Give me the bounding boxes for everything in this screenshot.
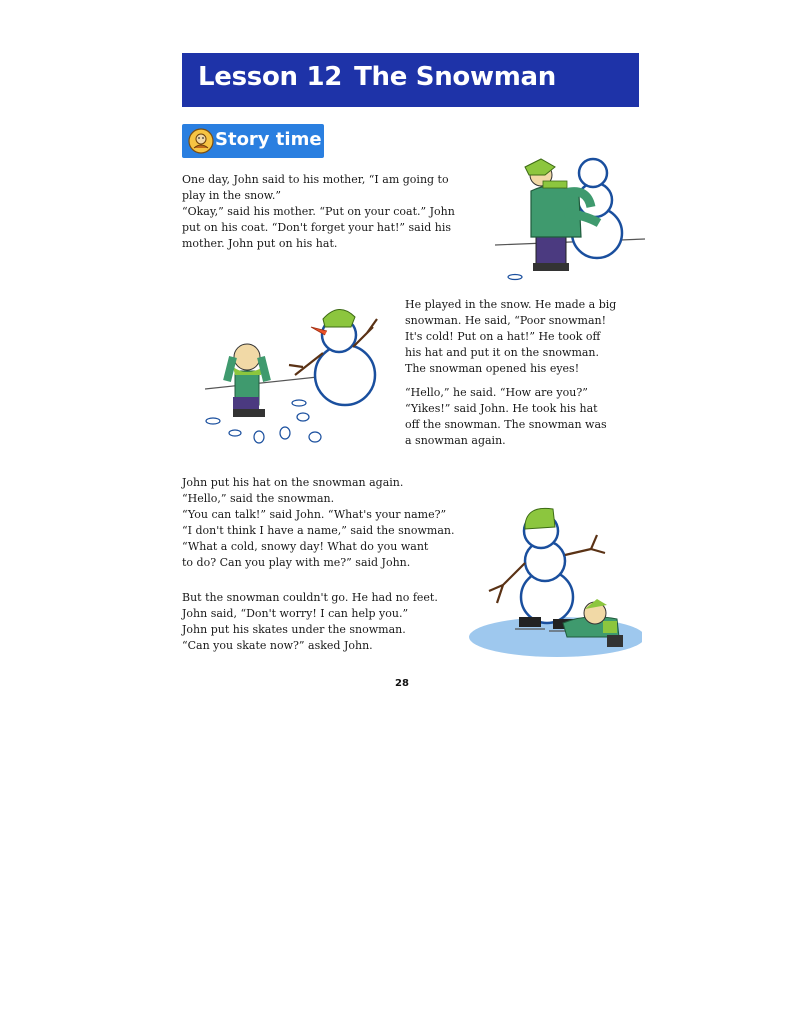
story-paragraph-4: John put his hat on the snowman again. “Hello,” said the snowman. “You can talk!” said John. “What's your name?” “I don't think I have a name,” said the snowman. “What a cold, snowy day! What do you want to do? Can you play with me?” said John. xyxy=(182,476,455,569)
lesson-number: Lesson 12 xyxy=(198,62,343,92)
story-paragraph-2: He played in the snow. He made a big snowman. He said, “Poor snowman! It's cold! Put on a hat!” He took off his hat and put it on the snowman. The snowman opened his eyes! xyxy=(405,298,617,375)
story-paragraph-1: One day, John said to his mother, “I am going to play in the snow.” “Okay,” said his mother. “Put on your coat.” John put on his coat. “Don't forget your hat!” said his mother. John put on his hat. xyxy=(182,173,455,250)
lesson-title-bar xyxy=(182,53,639,107)
page-number: 28 xyxy=(395,678,409,689)
page-title xyxy=(198,62,556,92)
textbook-page xyxy=(155,35,644,695)
lesson-title: The Snowman xyxy=(354,62,556,92)
section-badge-label: Story time xyxy=(215,129,322,150)
story-paragraph-3: “Hello,” he said. “How are you?” “Yikes!” said John. He took his hat off the snowman. The snowman was a snowman again. xyxy=(405,386,607,447)
skating-snowman-illustration xyxy=(467,505,642,663)
john-watching-snowman-illustration xyxy=(205,297,395,472)
story-time-badge xyxy=(182,124,324,158)
john-hugging-snowman-illustration xyxy=(495,153,645,281)
storybook-emblem-icon xyxy=(188,128,214,154)
story-paragraph-5: But the snowman couldn't go. He had no feet. John said, “Don't worry! I can help you.” John put his skates under the snowman. “Can you skate now?” asked John. xyxy=(182,591,438,652)
